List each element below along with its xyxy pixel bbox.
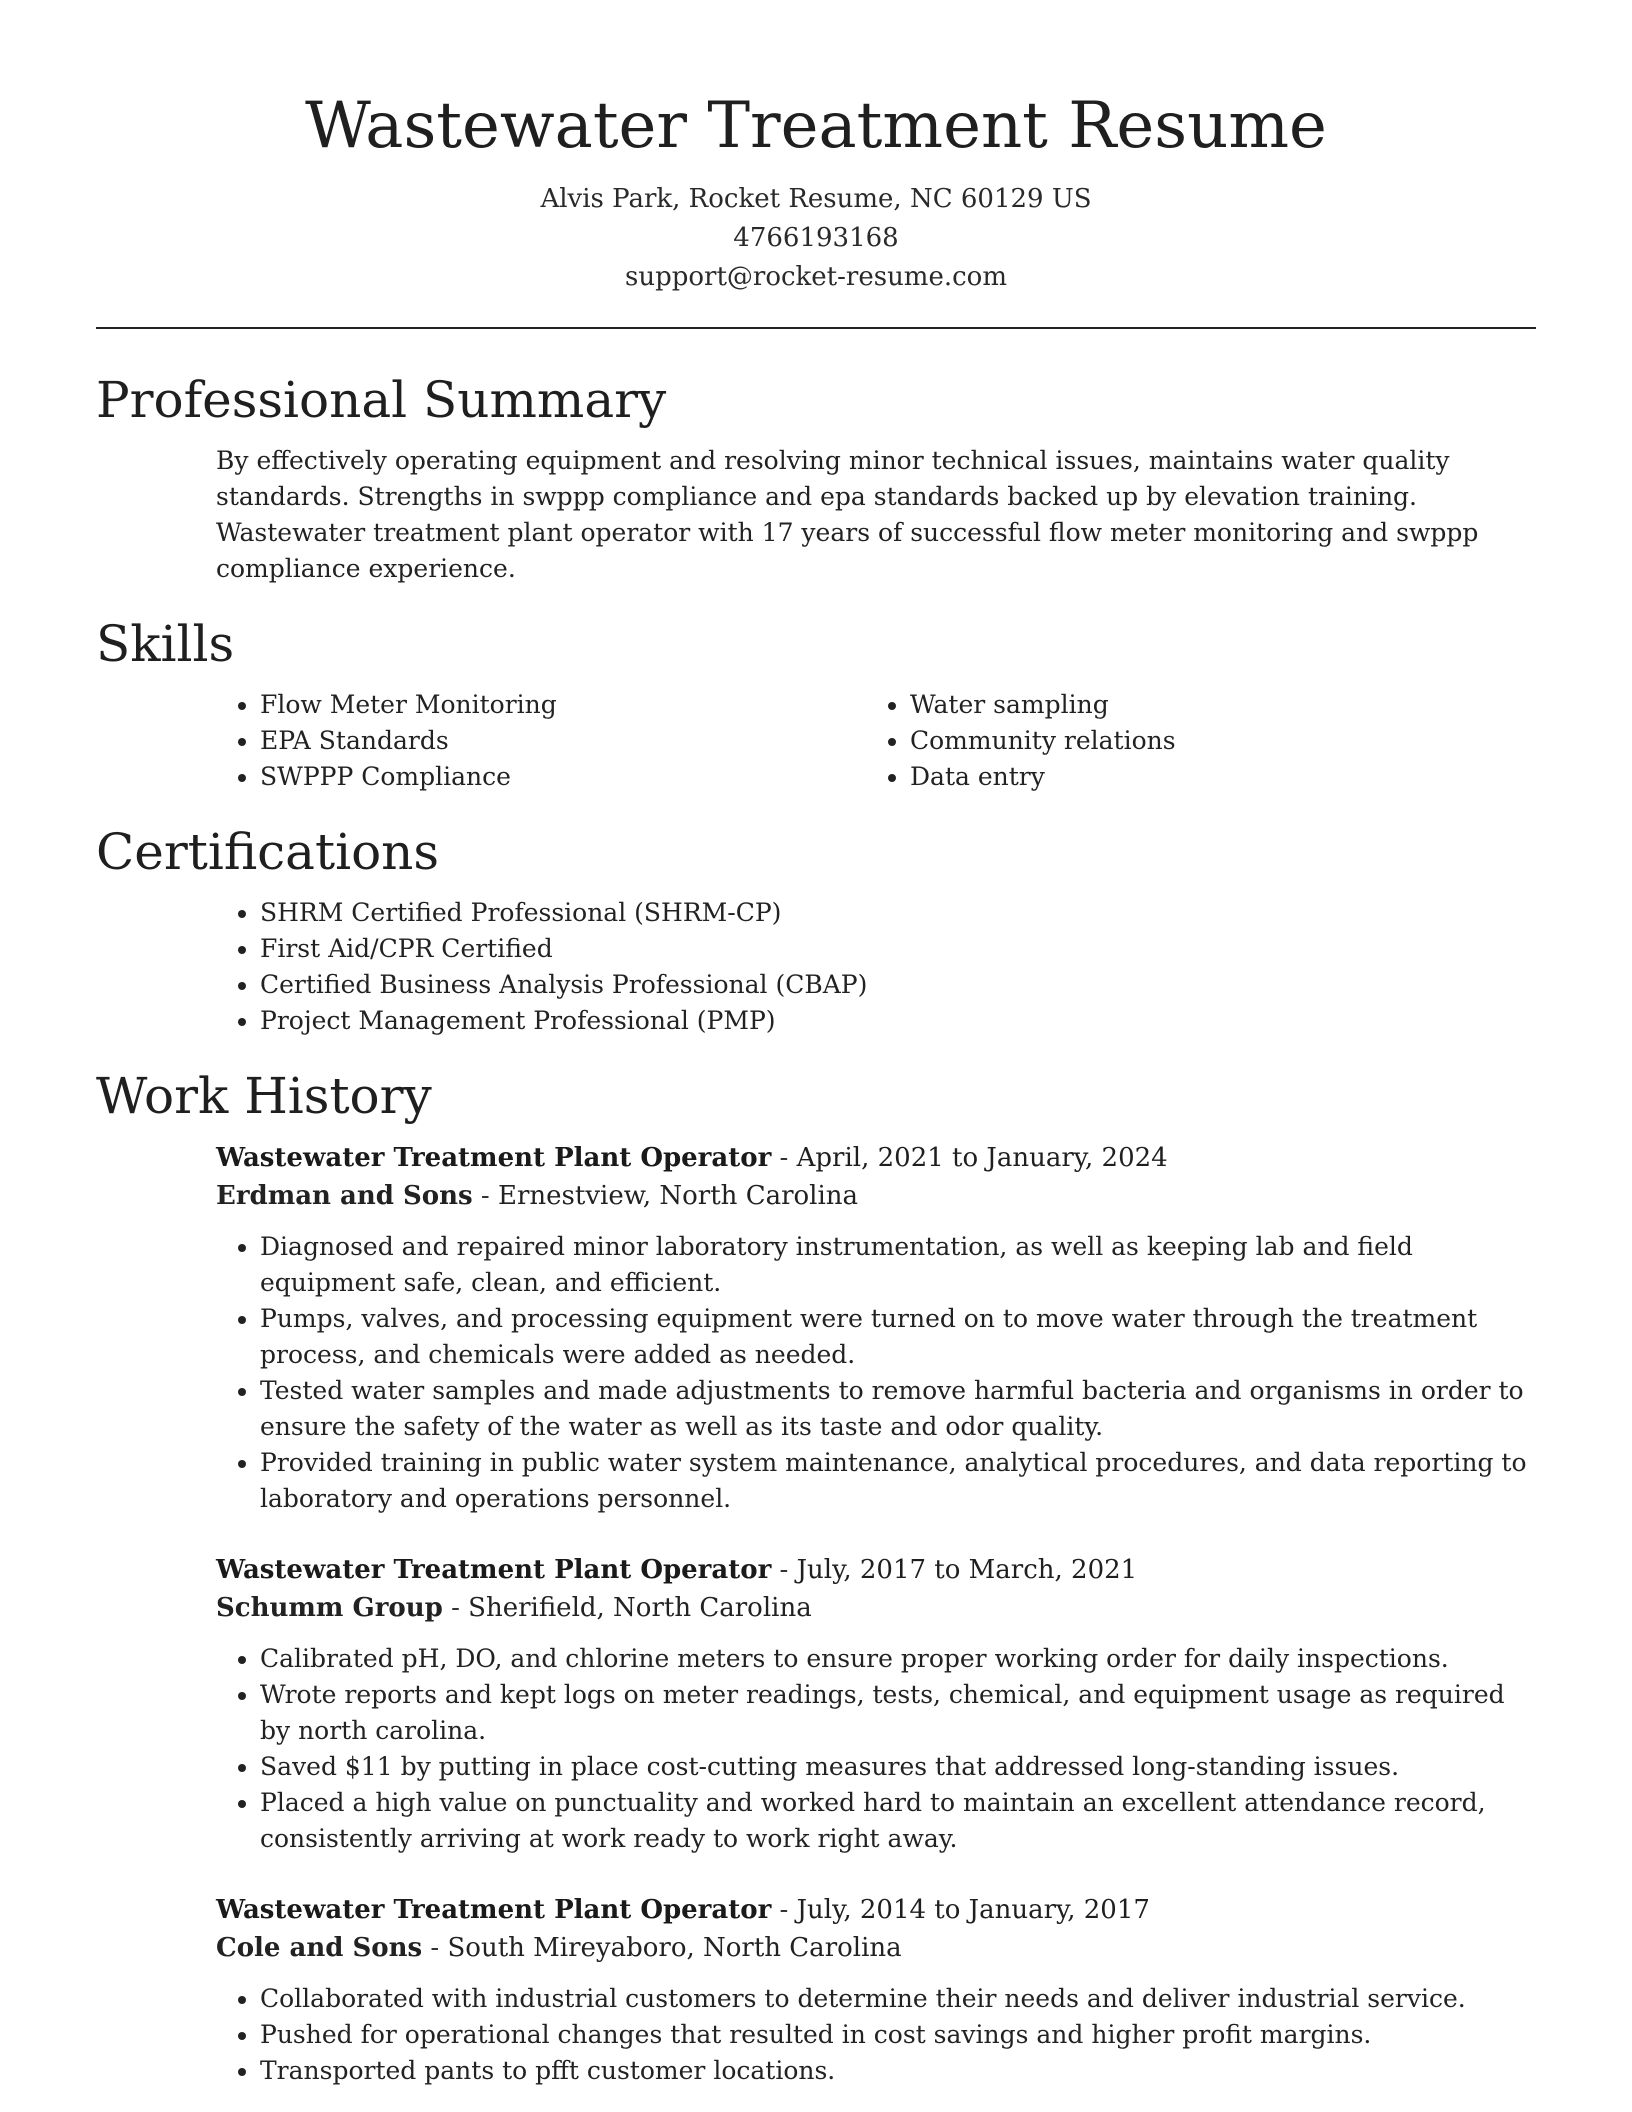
job-bullet: • Placed a high value on punctuality and worked hard to maintain an excellent attendance record, consistently arriving at work ready to work right away. — [260, 1785, 1536, 1857]
job-company: Erdman and Sons — [216, 1181, 473, 1211]
job-company: Cole and Sons — [216, 1933, 423, 1963]
job-bullet: • Pumps, valves, and processing equipment were turned on to move water through the treatment process, and chemicals were added as needed. — [260, 1301, 1536, 1373]
job-bullet: • Wrote reports and kept logs on meter readings, tests, chemical, and equipment usage as required by north carolina. — [260, 1677, 1536, 1749]
contact-address: Alvis Park, Rocket Resume, NC 60129 US — [540, 184, 1092, 214]
skills-heading: Skills — [96, 615, 235, 673]
job-bullet: • Diagnosed and repaired minor laboratory instrumentation, as well as keeping lab and field equipment safe, clean, and efficient. — [260, 1229, 1536, 1301]
job-location: South Mireyaboro, North Carolina — [447, 1933, 902, 1963]
certification-item: • SHRM Certified Professional (SHRM-CP) — [260, 895, 1536, 931]
certifications-section — [96, 821, 1536, 1039]
certification-item: • First Aid/CPR Certified — [260, 931, 1536, 967]
job-title-line: Wastewater Treatment Plant Operator - July, 2017 to March, 2021 — [216, 1555, 1138, 1585]
job-entry — [216, 1891, 1536, 2089]
job-dates: July, 2017 to March, 2021 — [796, 1555, 1138, 1585]
job-company: Schumm Group — [216, 1593, 443, 1623]
job-bullet: • Tested water samples and made adjustments to remove harmful bacteria and organisms in order to ensure the safety of the water as well as its taste and odor quality. — [260, 1373, 1536, 1445]
summary-section — [96, 369, 1536, 587]
job-title: Wastewater Treatment Plant Operator — [216, 1895, 772, 1925]
job-company-line: Erdman and Sons - Ernestview, North Carolina — [216, 1181, 859, 1211]
job-bullets — [96, 1641, 1536, 1857]
contact-phone: 4766193168 — [733, 223, 899, 253]
skill-item: • SWPPP Compliance — [260, 759, 866, 795]
certification-item: • Project Management Professional (PMP) — [260, 1003, 1536, 1039]
job-company-line: Cole and Sons - South Mireyaboro, North Carolina — [216, 1933, 902, 1963]
skills-column-left — [216, 687, 866, 795]
job-entry — [216, 1551, 1536, 1857]
job-title: Wastewater Treatment Plant Operator — [216, 1555, 772, 1585]
skill-item: • Data entry — [910, 759, 1516, 795]
work-history-heading: Work History — [96, 1067, 432, 1125]
job-entry — [216, 1139, 1536, 1517]
certification-item: • Certified Business Analysis Professional (CBAP) — [260, 967, 1536, 1003]
contact-email: support@rocket-resume.com — [624, 262, 1007, 292]
work-history-section — [96, 1065, 1536, 2089]
header-divider — [96, 327, 1536, 329]
job-bullet: • Calibrated pH, DO, and chlorine meters to ensure proper working order for daily inspections. — [260, 1641, 1536, 1677]
skill-item: • Water sampling — [910, 687, 1516, 723]
skills-section — [96, 613, 1536, 795]
job-bullets — [96, 1229, 1536, 1517]
job-bullet: • Provided training in public water system maintenance, analytical procedures, and data reporting to laboratory and operations personnel. — [260, 1445, 1536, 1517]
job-bullet: • Pushed for operational changes that resulted in cost savings and higher profit margins. — [260, 2017, 1536, 2053]
summary-text: By effectively operating equipment and resolving minor technical issues, maintains water quality standards. Strengths in swppp compliance and epa standards backed up by elevation training. Wastewater treatment plant operator with 17 years of successful flow meter monitoring and swppp compliance experience. — [216, 446, 1479, 583]
skills-column-right — [866, 687, 1516, 795]
job-location: Ernestview, North Carolina — [497, 1181, 859, 1211]
job-bullet: • Collaborated with industrial customers to determine their needs and deliver industrial service. — [260, 1981, 1536, 2017]
contact-block — [96, 180, 1536, 297]
job-company-line: Schumm Group - Sherifield, North Carolina — [216, 1593, 812, 1623]
job-title-line: Wastewater Treatment Plant Operator - July, 2014 to January, 2017 — [216, 1895, 1150, 1925]
skills-columns — [216, 687, 1536, 795]
job-dates: July, 2014 to January, 2017 — [796, 1895, 1150, 1925]
job-location: Sherifield, North Carolina — [468, 1593, 812, 1623]
summary-heading: Professional Summary — [96, 371, 667, 429]
job-dates: April, 2021 to January, 2024 — [796, 1143, 1168, 1173]
job-bullets — [96, 1981, 1536, 2089]
resume-header — [96, 0, 1536, 297]
job-bullet: • Transported pants to pfft customer locations. — [260, 2053, 1536, 2089]
skill-item: • Flow Meter Monitoring — [260, 687, 866, 723]
skill-item: • Community relations — [910, 723, 1516, 759]
resume-title: Wastewater Treatment Resume — [305, 89, 1327, 163]
resume-page — [96, 0, 1536, 2089]
certifications-heading: Certifications — [96, 823, 440, 881]
certifications-list — [216, 895, 1536, 1039]
job-bullet: • Saved $11 by putting in place cost-cutting measures that addressed long-standing issues. — [260, 1749, 1536, 1785]
job-title: Wastewater Treatment Plant Operator — [216, 1143, 772, 1173]
skill-item: • EPA Standards — [260, 723, 866, 759]
job-title-line: Wastewater Treatment Plant Operator - April, 2021 to January, 2024 — [216, 1143, 1168, 1173]
